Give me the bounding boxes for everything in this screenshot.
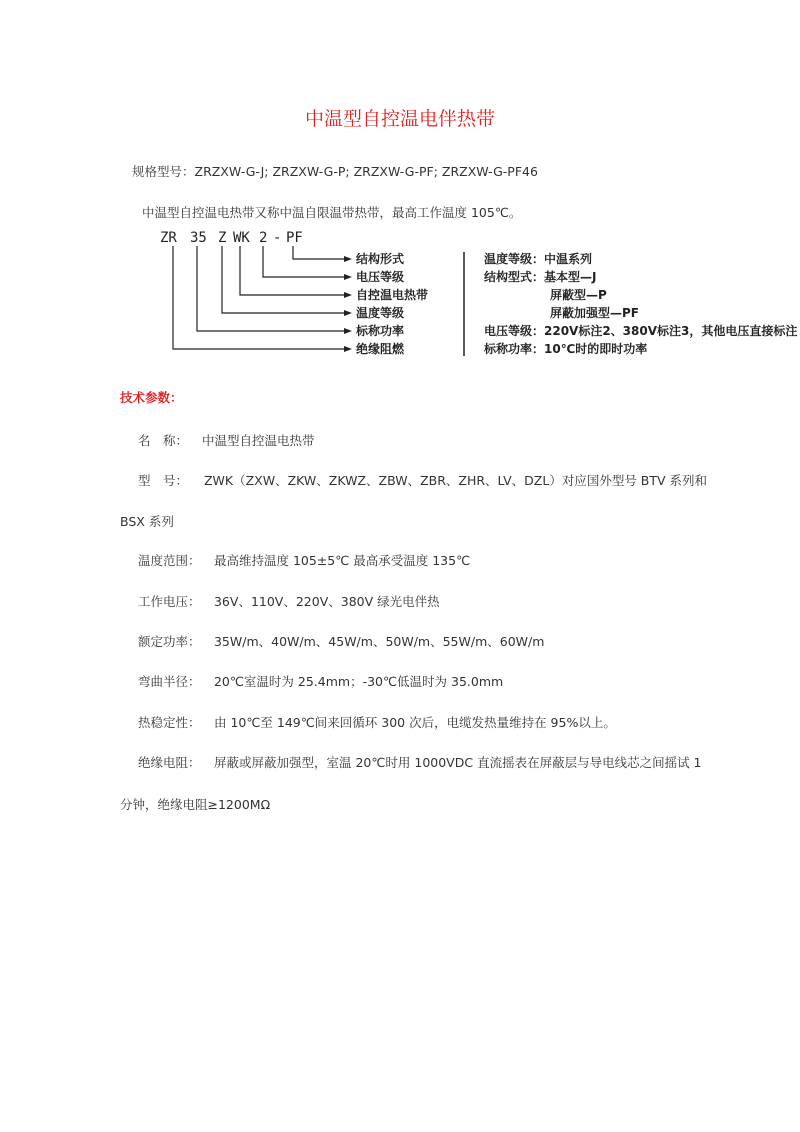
param-value: 最高维持温度 105±5℃ 最高承受温度 135℃	[213, 553, 471, 568]
param-value: 中温型自控温电热带	[201, 433, 315, 448]
param-label: 热稳定性：	[138, 715, 201, 730]
code-part-35: 35	[190, 230, 207, 246]
legend-right-shielded-reinforced: 屏蔽加强型—PF	[550, 306, 639, 320]
param-insulation-resistance	[138, 753, 702, 771]
param-value: 分钟，绝缘电阻≥1200MΩ	[120, 797, 271, 812]
legend-right-voltage: 电压等级：220V标注2、380V标注3，其他电压直接标注	[484, 324, 798, 338]
legend-right-shielded: 屏蔽型—P	[550, 288, 607, 302]
param-working-voltage	[138, 592, 440, 610]
param-bend-radius	[138, 672, 503, 690]
legend-structure: 结构形式	[356, 252, 405, 266]
arrowheads	[344, 256, 352, 352]
legend-right-temp-series: 温度等级：中温系列	[484, 252, 593, 266]
leader-lines	[173, 246, 346, 349]
code-part-wk: WK	[233, 230, 250, 246]
param-value: 35W/m、40W/m、45W/m、50W/m、55W/m、60W/m	[213, 634, 545, 649]
param-value: ZWK（ZXW、ZKW、ZKWZ、ZBW、ZBR、ZHR、LV、DZL）对应国外型号 BTV 系列和	[203, 473, 708, 488]
param-label: 额定功率：	[138, 634, 201, 649]
legend-voltage: 电压等级	[356, 270, 405, 284]
param-value: 36V、110V、220V、380V 绿光电伴热	[213, 594, 440, 609]
param-label: 绝缘电阻：	[138, 755, 201, 770]
spec-models-line: 规格型号：ZRZXW-G-J; ZRZXW-G-P; ZRZXW-G-PF; ZRZXW-G-PF46	[132, 164, 538, 179]
param-value: BSX 系列	[120, 514, 174, 529]
code-part-z: Z	[218, 230, 227, 246]
param-rated-power	[138, 632, 544, 650]
legend-temperature: 温度等级	[356, 306, 405, 320]
code-part-zr: ZR	[160, 230, 177, 246]
param-label: 名 称：	[138, 433, 189, 448]
legend-power: 标称功率	[356, 324, 405, 338]
legend-insulation: 绝缘阻燃	[356, 342, 405, 356]
param-value: 屏蔽或屏蔽加强型，室温 20℃时用 1000VDC 直流摇表在屏蔽层与导电线芯之间摇试 1	[213, 755, 702, 770]
legend-right-power: 标称功率：10℃时的即时功率	[484, 342, 648, 356]
tech-params-heading: 技术参数：	[120, 390, 183, 405]
param-label: 弯曲半径：	[138, 674, 201, 689]
param-label: 型 号：	[138, 473, 189, 488]
param-insulation-continued	[120, 795, 270, 813]
param-label: 工作电压：	[138, 594, 201, 609]
model-code-diagram	[160, 226, 800, 356]
legend-right-structure-basic: 结构型式：基本型—J	[484, 270, 597, 284]
param-model-continued	[120, 512, 174, 530]
intro-line: 中温型自控温电热带又称中温自限温带热带，最高工作温度 105℃。	[142, 205, 522, 220]
code-part-2: 2	[259, 230, 268, 246]
param-name	[138, 431, 315, 449]
param-label: 温度范围：	[138, 553, 201, 568]
param-temperature-range	[138, 551, 470, 569]
code-part-dash: -	[273, 230, 282, 246]
param-model	[138, 471, 707, 489]
code-part-pf: PF	[286, 230, 303, 246]
param-value: 20℃室温时为 25.4mm；-30℃低温时为 35.0mm	[213, 674, 504, 689]
param-value: 由 10℃至 149℃间来回循环 300 次后，电缆发热量维持在 95%以上。	[213, 715, 616, 730]
param-thermal-stability	[138, 713, 616, 731]
page-title: 中温型自控温电伴热带	[304, 108, 495, 130]
legend-self-regulating: 自控温电热带	[356, 288, 429, 302]
